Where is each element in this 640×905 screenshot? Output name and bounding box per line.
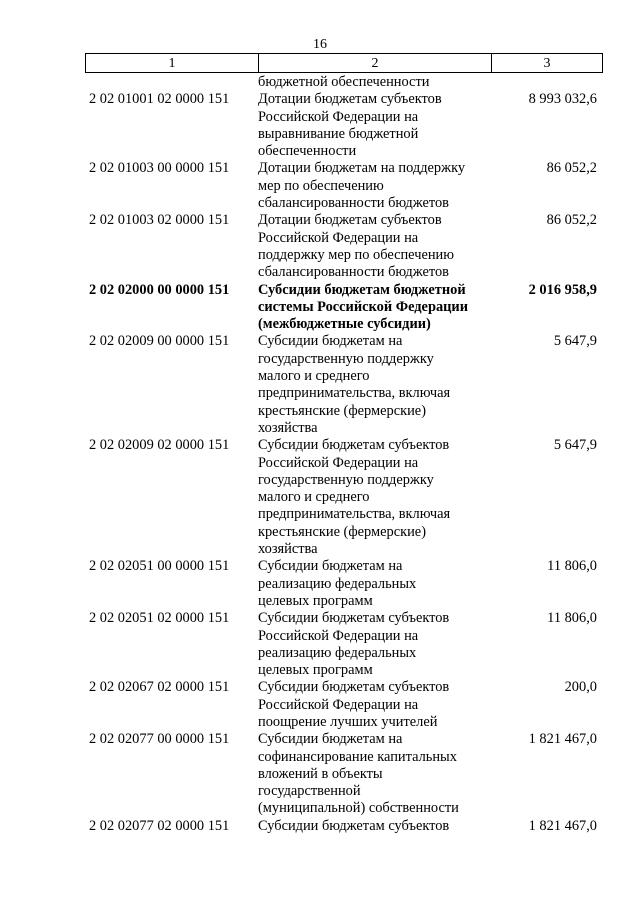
description-line: Российской Федерации на xyxy=(258,229,419,246)
budget-code: 2 02 02067 02 0000 151 xyxy=(89,679,230,696)
description-line: Дотации бюджетам субъектов xyxy=(258,212,442,229)
description-line: вложений в объекты xyxy=(258,765,383,782)
table-row xyxy=(85,558,602,610)
description-line: Субсидии бюджетам на xyxy=(258,333,403,350)
budget-code: 2 02 01003 00 0000 151 xyxy=(89,160,230,177)
description-line: реализацию федеральных xyxy=(258,644,417,661)
income-description xyxy=(258,558,491,610)
amount: 5 647,9 xyxy=(553,333,597,350)
header-col-1: 1 xyxy=(86,54,259,73)
income-description xyxy=(258,333,491,437)
description-line: целевых программ xyxy=(258,662,373,679)
amount: 5 647,9 xyxy=(553,437,597,454)
table-row xyxy=(85,818,602,835)
amount: 1 821 467,0 xyxy=(528,731,597,748)
description-line: государственную поддержку xyxy=(258,350,434,367)
table-row xyxy=(85,333,602,437)
header-col-2: 2 xyxy=(259,54,492,73)
income-description xyxy=(258,212,491,281)
description-line: малого и среднего xyxy=(258,368,370,385)
budget-code: 2 02 02051 00 0000 151 xyxy=(89,558,230,575)
table-row xyxy=(85,679,602,731)
description-line: поддержку мер по обеспечению xyxy=(258,246,454,263)
description-line: Субсидии бюджетам на xyxy=(258,731,403,748)
description-line: государственной xyxy=(258,783,361,800)
description-line: Российской Федерации на xyxy=(258,108,419,125)
table-row xyxy=(85,282,602,334)
description-line: Российской Федерации на xyxy=(258,454,419,471)
description-line: государственную поддержку xyxy=(258,471,434,488)
description-line: Субсидии бюджетам субъектов xyxy=(258,817,450,834)
description-line: выравнивание бюджетной xyxy=(258,125,419,142)
description-line: хозяйства xyxy=(258,541,318,558)
description-line: софинансирование капитальных xyxy=(258,748,457,765)
amount: 200,0 xyxy=(564,679,597,696)
description-line: (межбюджетные субсидии) xyxy=(258,316,431,333)
income-description xyxy=(258,610,491,679)
description-line: Субсидии бюджетам субъектов xyxy=(258,610,450,627)
amount: 2 016 958,9 xyxy=(528,281,597,298)
budget-code: 2 02 02009 02 0000 151 xyxy=(89,437,230,454)
description-line: системы Российской Федерации xyxy=(258,298,469,315)
table-row xyxy=(85,610,602,679)
description-line: Субсидии бюджетам на xyxy=(258,558,403,575)
description-line: Субсидии бюджетам субъектов xyxy=(258,437,450,454)
income-description xyxy=(258,74,491,91)
description-line: (муниципальной) собственности xyxy=(258,800,459,817)
description-line: Дотации бюджетам на поддержку xyxy=(258,160,466,177)
description-line: обеспеченности xyxy=(258,143,357,160)
budget-code xyxy=(85,74,258,91)
income-description xyxy=(258,91,491,160)
description-line: мер по обеспечению xyxy=(258,177,384,194)
budget-code: 2 02 01001 02 0000 151 xyxy=(89,91,230,108)
amount: 11 806,0 xyxy=(547,610,597,627)
table-row xyxy=(85,437,602,558)
description-line: предпринимательства, включая xyxy=(258,506,451,523)
table-body xyxy=(85,74,602,835)
amount xyxy=(491,74,602,91)
description-line: Субсидии бюджетам бюджетной xyxy=(258,281,466,298)
description-line: Российской Федерации на xyxy=(258,696,419,713)
description-line: Дотации бюджетам субъектов xyxy=(258,91,442,108)
header-col-3: 3 xyxy=(492,54,603,73)
description-line: малого и среднего xyxy=(258,489,370,506)
description-line: целевых программ xyxy=(258,592,373,609)
budget-code: 2 02 02051 02 0000 151 xyxy=(89,610,230,627)
income-description xyxy=(258,679,491,731)
table-row xyxy=(85,74,602,91)
income-description xyxy=(258,282,491,334)
table-row xyxy=(85,91,602,160)
description-line: реализацию федеральных xyxy=(258,575,417,592)
table-header xyxy=(85,53,603,73)
amount: 1 821 467,0 xyxy=(528,817,597,834)
description-line: Российской Федерации на xyxy=(258,627,419,644)
table-row xyxy=(85,212,602,281)
income-description xyxy=(258,818,491,835)
description-line: крестьянские (фермерские) xyxy=(258,523,426,540)
description-line: крестьянские (фермерские) xyxy=(258,402,426,419)
description-line: сбалансированности бюджетов xyxy=(258,264,449,281)
description-line: бюджетной обеспеченности xyxy=(258,74,430,90)
budget-code: 2 02 02009 00 0000 151 xyxy=(89,333,230,350)
income-description xyxy=(258,437,491,558)
amount: 8 993 032,6 xyxy=(528,91,597,108)
description-line: предпринимательства, включая xyxy=(258,385,451,402)
description-line: сбалансированности бюджетов xyxy=(258,195,449,212)
page-number: 16 xyxy=(313,37,327,52)
budget-code: 2 02 01003 02 0000 151 xyxy=(89,212,230,229)
amount: 11 806,0 xyxy=(547,558,597,575)
amount: 86 052,2 xyxy=(546,212,597,229)
income-description xyxy=(258,160,491,212)
description-line: поощрение лучших учителей xyxy=(258,713,438,730)
description-line: хозяйства xyxy=(258,419,318,436)
budget-code: 2 02 02000 00 0000 151 xyxy=(89,281,230,298)
budget-code: 2 02 02077 00 0000 151 xyxy=(89,731,230,748)
table-row xyxy=(85,160,602,212)
description-line: Субсидии бюджетам субъектов xyxy=(258,679,450,696)
amount: 86 052,2 xyxy=(546,160,597,177)
income-description xyxy=(258,731,491,817)
table-row xyxy=(85,731,602,817)
budget-code: 2 02 02077 02 0000 151 xyxy=(89,817,230,834)
